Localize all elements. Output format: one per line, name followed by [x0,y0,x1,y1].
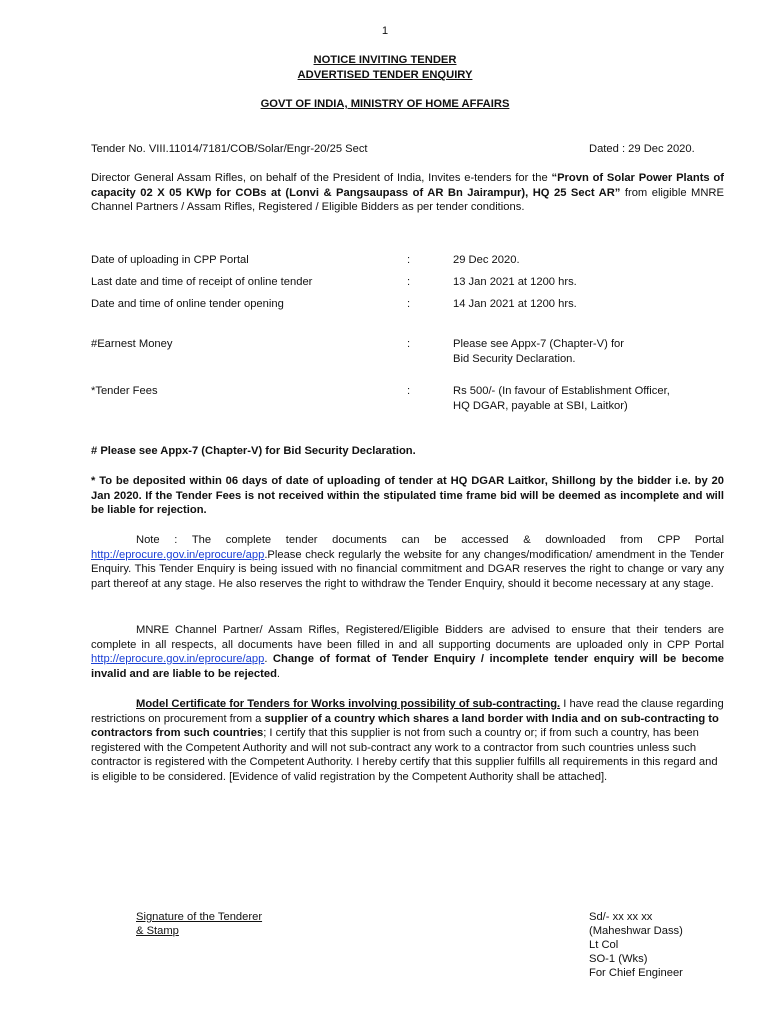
tender-date: Dated : 29 Dec 2020. [589,143,695,155]
notice-heading: NOTICE INVITING TENDER [313,54,457,66]
schedule-label-upload: Date of uploading in CPP Portal [91,254,249,266]
schedule-colon: : [407,385,411,397]
cpp-portal-link-2[interactable]: http://eprocure.gov.in/eprocure/app [91,653,265,665]
schedule-value-earnest-money-2: Bid Security Declaration. [453,353,576,365]
model-certificate-text-1: I have read the clause regarding restrictions on procurement from a [91,698,724,725]
signatory-sd: Sd/- xx xx xx [589,911,653,923]
schedule-label-earnest-money: #Earnest Money [91,338,173,350]
schedule-value-tender-fees-2: HQ DGAR, payable at SBI, Laitkor) [453,400,628,412]
schedule-colon: : [407,338,411,350]
signatory-name: (Maheshwar Dass) [589,925,683,937]
schedule-value-upload: 29 Dec 2020. [453,254,520,266]
mnre-warning: Change of format of Tender Enquiry / incomplete tender enquiry will be become invalid and are liable to be rejected [91,653,724,680]
schedule-value-earnest-money-1: Please see Appx-7 (Chapter-V) for [453,338,625,350]
signatory-rank: Lt Col [589,939,619,951]
signature-stamp: & Stamp [136,925,179,937]
tender-number: Tender No. VIII.11014/7181/COB/Solar/Engr-20/25 Sect [91,143,368,155]
mnre-end: . [276,667,281,680]
tender-fee-note: * To be deposited within 06 days of date of uploading of tender at HQ DGAR Laitkor, Shillong by the bidder i.e. by 20 Jan 2020. If the Tender Fees is not received within the stipulated time frame bid will be deemed as incomplete and will be liable for rejection. [91,475,724,516]
bid-security-note: # Please see Appx-7 (Chapter-V) for Bid Security Declaration. [91,445,416,457]
signatory-for: For Chief Engineer [589,967,683,979]
signature-of-tenderer: Signature of the Tenderer [136,911,263,923]
model-certificate-bold: supplier of a country which shares a land border with India and on sub-contracting to contractors from such countries [91,712,719,739]
note-lead: Note : The complete tender documents can be accessed & downloaded from CPP Portal [136,534,724,546]
ministry-heading: GOVT OF INDIA, MINISTRY OF HOME AFFAIRS [260,98,510,110]
schedule-label-receipt: Last date and time of receipt of online tender [91,276,313,288]
cpp-portal-link[interactable]: http://eprocure.gov.in/eprocure/app [91,548,265,561]
schedule-colon: : [407,254,411,266]
note-rest: .Please check regularly the website for any changes/modification/ amendment in the Tender Enquiry. This Tender Enquiry is being issued with no financial commitment and DGAR reserves the right to change or vary any part thereof at any stage. He also reserves the right to withdraw the Tender Enquiry, should it become necessary at any stage. [91,548,724,590]
intro-text-2: from eligible MNRE Channel Partners / Assam Rifles, Registered / Eligible Bidders as per tender conditions. [91,186,724,213]
schedule-value-opening: 14 Jan 2021 at 1200 hrs. [453,298,577,310]
schedule-colon: : [407,276,411,288]
schedule-colon: : [407,298,411,310]
model-certificate [91,697,724,784]
intro-text-1: Director General Assam Rifles, on behalf of the President of India, Invites e-tenders for the [91,172,552,184]
mnre-lead: MNRE Channel Partner/ Assam Rifles, Registered/Eligible Bidders are advised to ensure that their tenders are complete in all respects, all documents have been filled in and all supporting documents are uploaded only in CPP Portal [91,624,724,651]
note-paragraph [91,533,724,591]
schedule-value-receipt: 13 Jan 2021 at 1200 hrs. [453,276,577,288]
mnre-paragraph [91,623,724,681]
intro-paragraph [91,171,724,215]
model-certificate-title: Model Certificate for Tenders for Works involving possibility of sub-contracting. [136,698,561,710]
advertised-heading: ADVERTISED TENDER ENQUIRY [297,69,473,81]
page-number: 1 [381,25,389,37]
schedule-label-tender-fees: *Tender Fees [91,385,158,397]
intro-work-description: “Provn of Solar Power Plants of capacity 02 X 05 KWp for COBs at (Lonvi & Pangsaupass of AR Bn Jairampur), HQ 25 Sect AR” [91,172,724,199]
schedule-value-tender-fees-1: Rs 500/- (In favour of Establishment Officer, [453,385,670,397]
mnre-dot: . [264,653,273,665]
signatory-appointment: SO-1 (Wks) [589,953,648,965]
schedule-label-opening: Date and time of online tender opening [91,298,284,310]
model-certificate-text-2: ; I certify that this supplier is not from such a country or; if from such a country, has been registered with the Competent Authority and will not sub-contract any work to a contractor from such countries unless such contractor is registered with the Competent Authority. I hereby certify that this supplier fulfills all requirements in this regard and is eligible to be considered. [Evidence of valid registration by the Competent Authority shall be attached]. [91,727,718,783]
